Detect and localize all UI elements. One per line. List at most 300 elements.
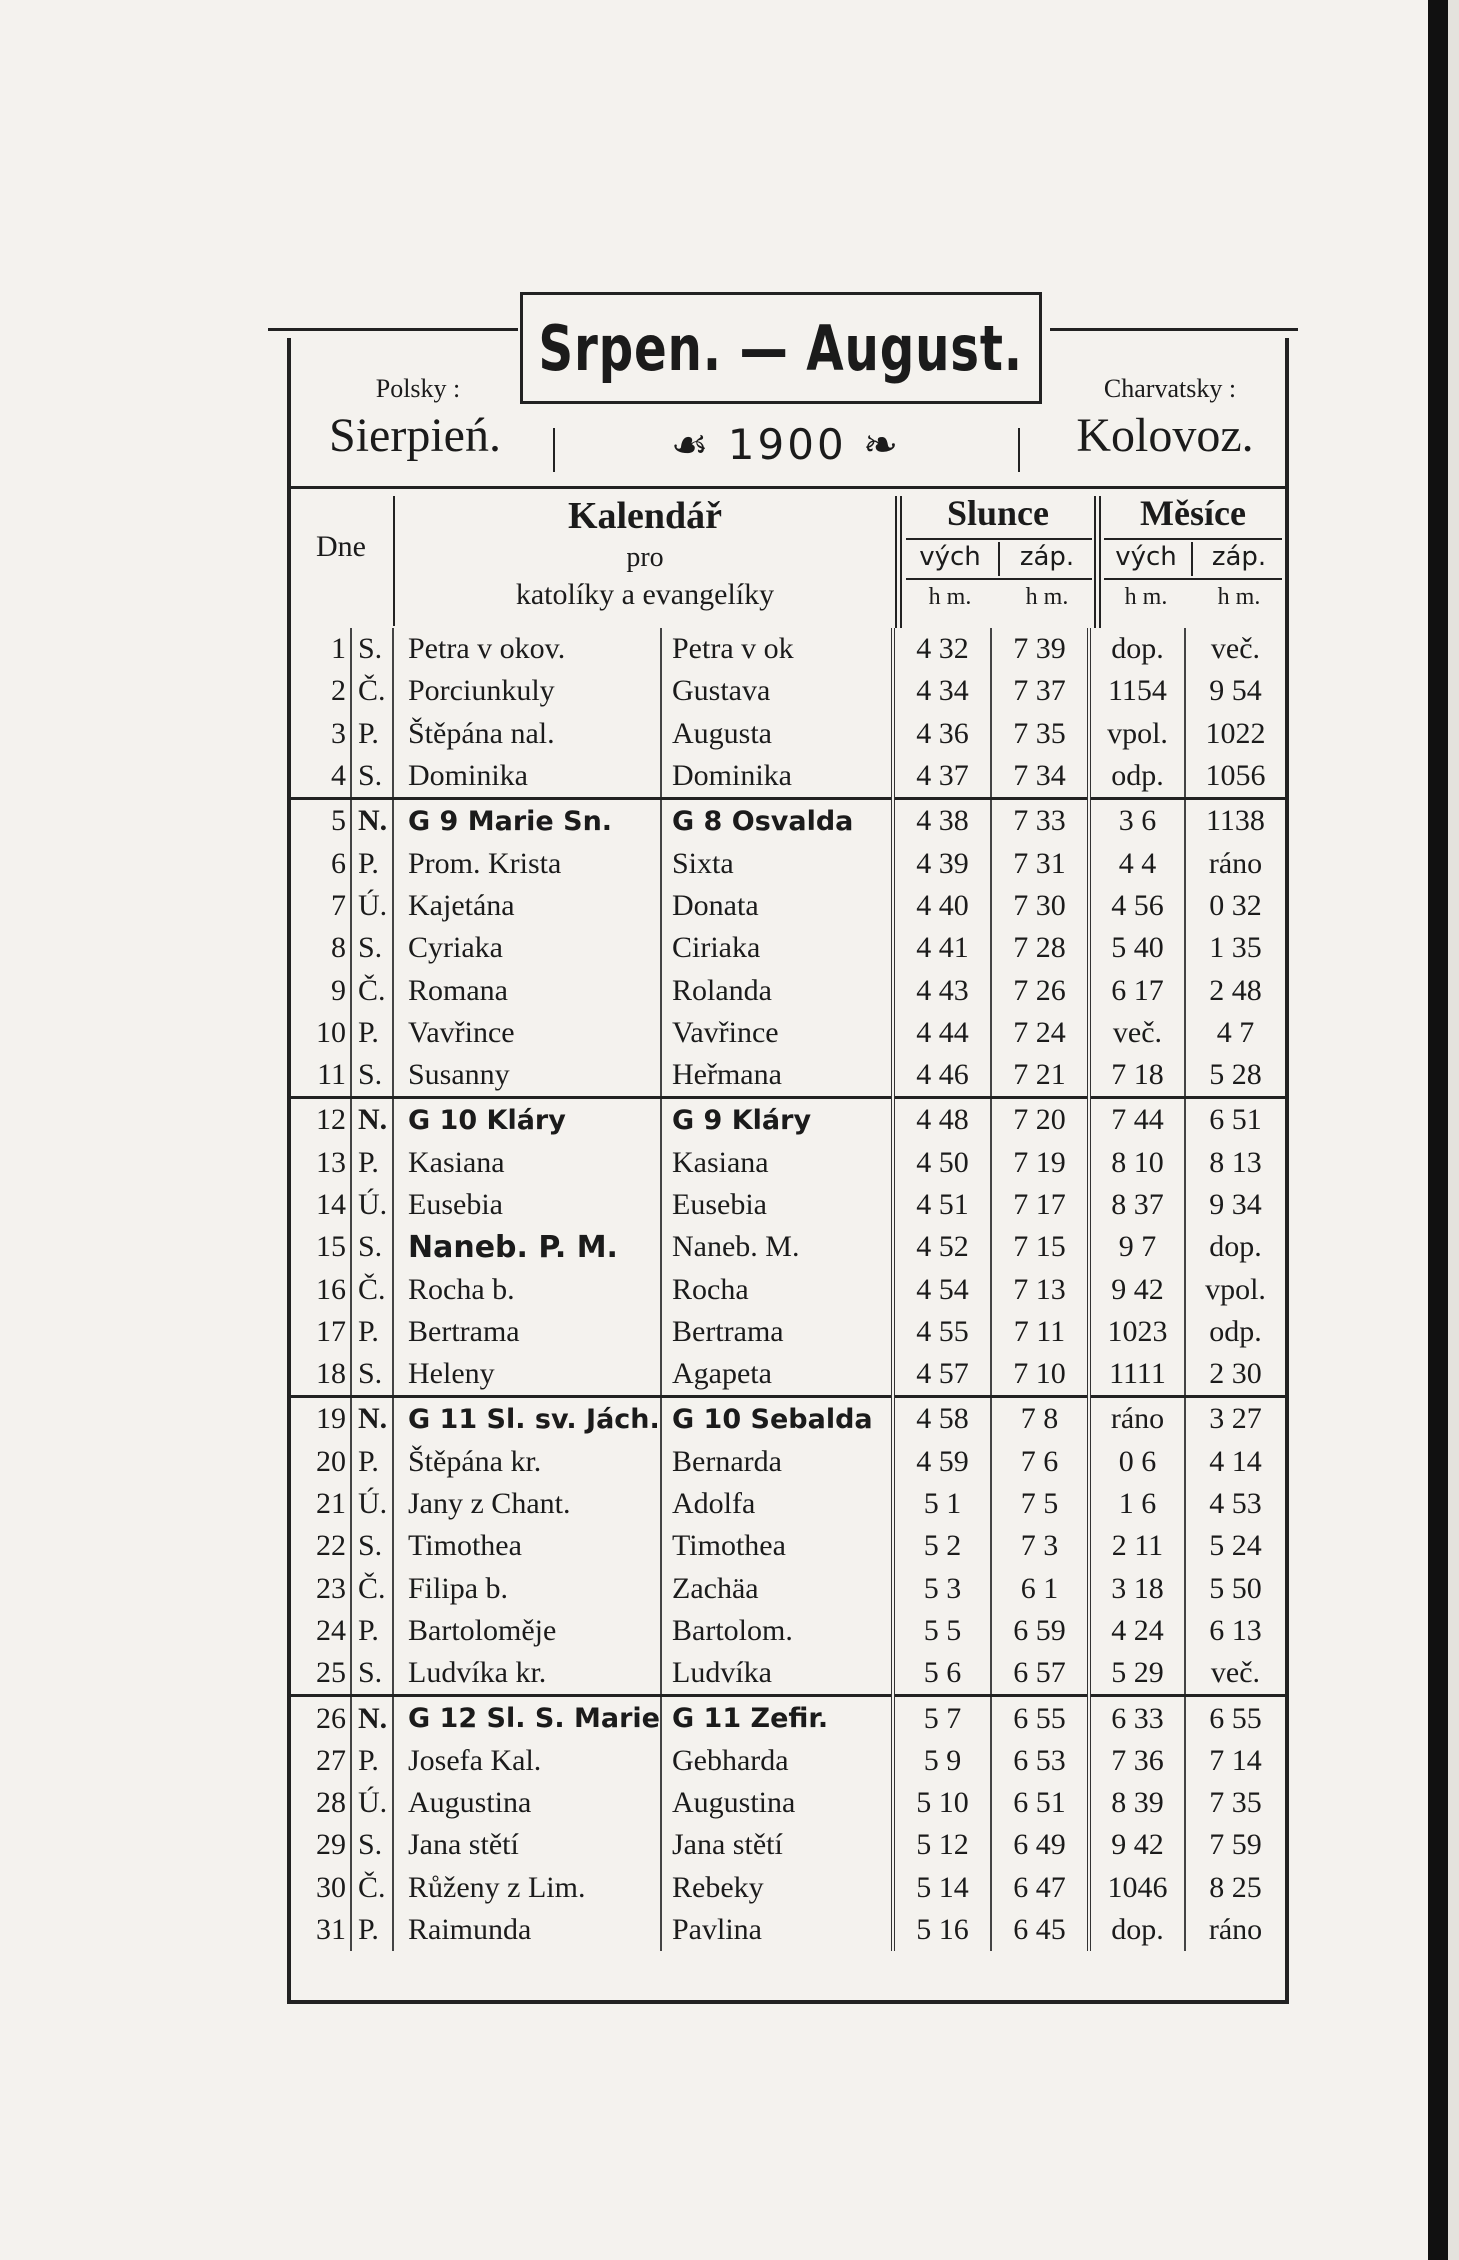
moonrise-cell: 1154 — [1089, 670, 1185, 712]
catholic-name-cell: Štěpána nal. — [393, 713, 661, 755]
sunrise-cell: 5 1 — [893, 1483, 991, 1525]
sunset-cell: 6 55 — [991, 1696, 1089, 1740]
catholic-name-cell: Vavřince — [393, 1012, 661, 1054]
moonrise-cell: ráno — [1089, 1397, 1185, 1441]
table-row — [291, 927, 1285, 969]
table-row — [291, 755, 1285, 799]
moonset-cell: 0 32 — [1185, 885, 1285, 927]
weekday-cell: S. — [358, 1656, 383, 1690]
catholic-name-cell: Augustina — [393, 1782, 661, 1824]
moonset-cell: 9 34 — [1185, 1184, 1285, 1226]
moonrise-cell: 4 56 — [1089, 885, 1185, 927]
sunrise-cell: 4 41 — [893, 927, 991, 969]
croatian-month: Kolovoz. — [1076, 409, 1254, 462]
table-row — [291, 799, 1285, 843]
sunset-cell: 7 19 — [991, 1142, 1089, 1184]
moonset-cell: 5 24 — [1185, 1525, 1285, 1567]
sunrise-cell: 4 46 — [893, 1054, 991, 1098]
evangelical-name-cell: G 10 Sebalda — [661, 1397, 893, 1441]
evangelical-name-cell: Timothea — [661, 1525, 893, 1567]
month-title-box — [520, 292, 1042, 404]
weekday-cell: Č. — [358, 973, 386, 1007]
sunrise-cell: 4 40 — [893, 885, 991, 927]
moonrise-cell: 1046 — [1089, 1867, 1185, 1909]
moonrise-cell: 1111 — [1089, 1353, 1185, 1397]
sunset-cell: 7 31 — [991, 842, 1089, 884]
day-number-cell: 18 — [291, 1353, 351, 1397]
catholic-name-cell: Filipa b. — [393, 1568, 661, 1610]
moonset-cell: odp. — [1185, 1311, 1285, 1353]
weekday-cell: P. — [358, 1444, 379, 1478]
sunset-cell: 6 1 — [991, 1568, 1089, 1610]
evangelical-name-cell: G 9 Kláry — [661, 1098, 893, 1142]
col-moon-header: Měsíce — [1140, 493, 1246, 533]
moonset-cell: 5 28 — [1185, 1054, 1285, 1098]
sunrise-cell: 4 34 — [893, 670, 991, 712]
polish-month: Sierpień. — [329, 409, 501, 462]
moonrise-cell: 2 11 — [1089, 1525, 1185, 1567]
moonrise-cell: 9 42 — [1089, 1824, 1185, 1866]
weekday-cell: S. — [358, 1529, 383, 1563]
moonset-cell: 1022 — [1185, 713, 1285, 755]
weekday-cell: S. — [358, 1828, 383, 1862]
catholic-name-cell: Kajetána — [393, 885, 661, 927]
catholic-name-cell: Susanny — [393, 1054, 661, 1098]
moonset-cell: 8 13 — [1185, 1142, 1285, 1184]
sunset-cell: 7 13 — [991, 1268, 1089, 1310]
sunset-cell: 7 35 — [991, 713, 1089, 755]
year-bar-right — [1018, 428, 1020, 472]
weekday-cell: Ú. — [358, 888, 388, 922]
moonset-cell: 4 53 — [1185, 1483, 1285, 1525]
sunset-cell: 6 51 — [991, 1782, 1089, 1824]
moonrise-cell: več. — [1089, 1012, 1185, 1054]
evangelical-name-cell: Petra v ok — [661, 628, 893, 670]
weekday-cell: Č. — [358, 1571, 386, 1605]
catholic-name-cell: Bartoloměje — [393, 1610, 661, 1652]
sunset-cell: 6 59 — [991, 1610, 1089, 1652]
catholic-name-cell: Kasiana — [393, 1142, 661, 1184]
day-number-cell: 8 — [291, 927, 351, 969]
sunrise-cell: 4 50 — [893, 1142, 991, 1184]
evangelical-name-cell: G 8 Osvalda — [661, 799, 893, 843]
sunrise-cell: 4 52 — [893, 1226, 991, 1268]
weekday-cell: N. — [351, 1696, 393, 1740]
day-number-cell: 3 — [291, 713, 351, 755]
table-row — [291, 1568, 1285, 1610]
day-number-cell: 14 — [291, 1184, 351, 1226]
sunrise-cell: 5 10 — [893, 1782, 991, 1824]
day-number-cell: 22 — [291, 1525, 351, 1567]
moonrise-cell: 5 29 — [1089, 1652, 1185, 1696]
weekday-cell: S. — [358, 1230, 383, 1264]
moonrise-cell: 9 7 — [1089, 1226, 1185, 1268]
day-number-cell: 30 — [291, 1867, 351, 1909]
day-number-cell: 25 — [291, 1652, 351, 1696]
day-number-cell: 28 — [291, 1782, 351, 1824]
sunset-cell: 7 5 — [991, 1483, 1089, 1525]
col-rule — [906, 578, 1092, 580]
sunrise-cell: 4 55 — [893, 1311, 991, 1353]
moonrise-cell: vpol. — [1089, 713, 1185, 755]
sunset-cell: 7 33 — [991, 799, 1089, 843]
sunrise-cell: 4 54 — [893, 1268, 991, 1310]
sunset-cell: 6 47 — [991, 1867, 1089, 1909]
moonset-cell: 1 35 — [1185, 927, 1285, 969]
catholic-name-cell: Cyriaka — [393, 927, 661, 969]
moonrise-cell: 5 40 — [1089, 927, 1185, 969]
moonrise-cell: 0 6 — [1089, 1441, 1185, 1483]
evangelical-name-cell: Kasiana — [661, 1142, 893, 1184]
catholic-name-cell: G 11 Sl. sv. Jách. — [393, 1397, 661, 1441]
evangelical-name-cell: Naneb. M. — [661, 1226, 893, 1268]
evangelical-name-cell: Adolfa — [661, 1483, 893, 1525]
moonrise-cell: 8 39 — [1089, 1782, 1185, 1824]
sunset-cell: 7 17 — [991, 1184, 1089, 1226]
evangelical-name-cell: Zachäa — [661, 1568, 893, 1610]
moonset-cell: 3 27 — [1185, 1397, 1285, 1441]
day-number-cell: 31 — [291, 1909, 351, 1951]
sunrise-cell: 5 6 — [893, 1652, 991, 1696]
catholic-name-cell: Petra v okov. — [393, 628, 661, 670]
sunrise-cell: 4 59 — [893, 1441, 991, 1483]
weekday-cell: Č. — [358, 1870, 386, 1904]
day-number-cell: 24 — [291, 1610, 351, 1652]
moonset-cell: vpol. — [1185, 1268, 1285, 1310]
catholic-name-cell: Raimunda — [393, 1909, 661, 1951]
evangelical-name-cell: Bartolom. — [661, 1610, 893, 1652]
sunrise-cell: 4 51 — [893, 1184, 991, 1226]
catholic-name-cell: Naneb. P. M. — [393, 1226, 661, 1268]
day-number-cell: 29 — [291, 1824, 351, 1866]
weekday-cell: P. — [358, 1314, 379, 1348]
evangelical-name-cell: Augusta — [661, 713, 893, 755]
col-sun-header: Slunce — [946, 493, 1050, 533]
weekday-cell: P. — [358, 1743, 379, 1777]
col-sun-rise-units: h m. — [928, 584, 972, 610]
weekday-cell: P. — [358, 1913, 379, 1947]
day-number-cell: 17 — [291, 1311, 351, 1353]
sunset-cell: 7 28 — [991, 927, 1089, 969]
sunrise-cell: 4 38 — [893, 799, 991, 843]
sunset-cell: 7 34 — [991, 755, 1089, 799]
sunrise-cell: 4 39 — [893, 842, 991, 884]
table-row — [291, 1525, 1285, 1567]
table-row — [291, 1184, 1285, 1226]
table-row — [291, 1397, 1285, 1441]
table-row — [291, 885, 1285, 927]
day-number-cell: 21 — [291, 1483, 351, 1525]
col-moon-set: záp. — [1211, 542, 1267, 572]
catholic-name-cell: Eusebia — [393, 1184, 661, 1226]
evangelical-name-cell: Augustina — [661, 1782, 893, 1824]
evangelical-name-cell: Vavřince — [661, 1012, 893, 1054]
sunset-cell: 7 21 — [991, 1054, 1089, 1098]
sunset-cell: 6 57 — [991, 1652, 1089, 1696]
moonset-cell: 6 51 — [1185, 1098, 1285, 1142]
catholic-name-cell: Jana stětí — [393, 1824, 661, 1866]
sunset-cell: 7 37 — [991, 670, 1089, 712]
sunrise-cell: 4 37 — [893, 755, 991, 799]
moonrise-cell: 7 36 — [1089, 1740, 1185, 1782]
moonrise-cell: 1 6 — [1089, 1483, 1185, 1525]
sunset-cell: 7 15 — [991, 1226, 1089, 1268]
day-number-cell: 27 — [291, 1740, 351, 1782]
moonset-cell: 1138 — [1185, 799, 1285, 843]
catholic-name-cell: Josefa Kal. — [393, 1740, 661, 1782]
table-row — [291, 1483, 1285, 1525]
col-rule — [1104, 538, 1282, 540]
sunset-cell: 6 53 — [991, 1740, 1089, 1782]
day-number-cell: 2 — [291, 670, 351, 712]
moonrise-cell: 4 4 — [1089, 842, 1185, 884]
catholic-name-cell: G 9 Marie Sn. — [393, 799, 661, 843]
col-day-header: Dne — [316, 530, 366, 563]
evangelical-name-cell: Gebharda — [661, 1740, 893, 1782]
table-row — [291, 1610, 1285, 1652]
weekday-cell: S. — [358, 632, 383, 666]
calendar-table — [291, 628, 1285, 1951]
evangelical-name-cell: Pavlina — [661, 1909, 893, 1951]
top-rule-right — [1050, 328, 1298, 331]
moonset-cell: 2 30 — [1185, 1353, 1285, 1397]
weekday-cell: Ú. — [358, 1188, 388, 1221]
sunrise-cell: 4 48 — [893, 1098, 991, 1142]
evangelical-name-cell: Gustava — [661, 670, 893, 712]
catholic-name-cell: G 10 Kláry — [393, 1098, 661, 1142]
col-calendar-pro: pro — [626, 542, 664, 573]
weekday-cell: S. — [358, 1058, 383, 1092]
table-row — [291, 1098, 1285, 1142]
sunrise-cell: 5 7 — [893, 1696, 991, 1740]
sunrise-cell: 4 36 — [893, 713, 991, 755]
moonset-cell: 4 7 — [1185, 1012, 1285, 1054]
moonset-cell: ráno — [1185, 1909, 1285, 1951]
col-sun-rise: vých — [919, 542, 981, 572]
weekday-cell: S. — [358, 1357, 383, 1391]
catholic-name-cell: Ludvíka kr. — [393, 1652, 661, 1696]
moonset-cell: 1056 — [1185, 755, 1285, 799]
catholic-name-cell: Jany z Chant. — [393, 1483, 661, 1525]
polish-label: Polsky : — [375, 374, 461, 403]
evangelical-name-cell: Bernarda — [661, 1441, 893, 1483]
table-row — [291, 842, 1285, 884]
sunset-cell: 7 8 — [991, 1397, 1089, 1441]
col-moon-rise: vých — [1115, 542, 1177, 572]
table-row — [291, 1909, 1285, 1951]
sunrise-cell: 5 3 — [893, 1568, 991, 1610]
evangelical-name-cell: Agapeta — [661, 1353, 893, 1397]
evangelical-name-cell: Eusebia — [661, 1184, 893, 1226]
table-row — [291, 1311, 1285, 1353]
catholic-name-cell: Heleny — [393, 1353, 661, 1397]
catholic-name-cell: Bertrama — [393, 1311, 661, 1353]
moonset-cell: ráno — [1185, 842, 1285, 884]
day-number-cell: 26 — [291, 1696, 351, 1740]
sunrise-cell: 5 5 — [893, 1610, 991, 1652]
evangelical-name-cell: Bertrama — [661, 1311, 893, 1353]
col-rule — [1104, 578, 1282, 580]
table-row — [291, 1652, 1285, 1696]
day-number-cell: 11 — [291, 1054, 351, 1098]
sunrise-cell: 5 9 — [893, 1740, 991, 1782]
catholic-name-cell: G 12 Sl. S. Marie — [393, 1696, 661, 1740]
moonrise-cell: 3 6 — [1089, 799, 1185, 843]
weekday-cell: P. — [358, 1015, 379, 1049]
moonrise-cell: 4 24 — [1089, 1610, 1185, 1652]
moonrise-cell: 7 18 — [1089, 1054, 1185, 1098]
evangelical-name-cell: Dominika — [661, 755, 893, 799]
moonset-cell: 6 55 — [1185, 1696, 1285, 1740]
day-number-cell: 13 — [291, 1142, 351, 1184]
catholic-name-cell: Romana — [393, 969, 661, 1011]
table-row — [291, 1696, 1285, 1740]
moonset-cell: 2 48 — [1185, 969, 1285, 1011]
table-row — [291, 969, 1285, 1011]
evangelical-name-cell: Ciriaka — [661, 927, 893, 969]
sunrise-cell: 4 32 — [893, 628, 991, 670]
year-label: ☙ 1900 ❧ — [670, 420, 902, 469]
weekday-cell: S. — [358, 931, 383, 965]
table-row — [291, 713, 1285, 755]
catholic-name-cell: Rocha b. — [393, 1268, 661, 1310]
col-calendar-title: Kalendář — [567, 495, 723, 537]
day-number-cell: 6 — [291, 842, 351, 884]
moonrise-cell: 8 10 — [1089, 1142, 1185, 1184]
weekday-cell: Ú. — [358, 1487, 388, 1521]
table-row — [291, 1226, 1285, 1268]
moonset-cell: 5 50 — [1185, 1568, 1285, 1610]
moonset-cell: 7 14 — [1185, 1740, 1285, 1782]
sunrise-cell: 4 57 — [893, 1353, 991, 1397]
table-row — [291, 1782, 1285, 1824]
moonrise-cell: 6 33 — [1089, 1696, 1185, 1740]
table-row — [291, 1142, 1285, 1184]
moonrise-cell: 3 18 — [1089, 1568, 1185, 1610]
catholic-name-cell: Štěpána kr. — [393, 1441, 661, 1483]
moonset-cell: več. — [1185, 628, 1285, 670]
moonset-cell: 7 59 — [1185, 1824, 1285, 1866]
day-number-cell: 16 — [291, 1268, 351, 1310]
day-number-cell: 1 — [291, 628, 351, 670]
evangelical-name-cell: Rebeky — [661, 1867, 893, 1909]
moonrise-cell: dop. — [1089, 628, 1185, 670]
sunset-cell: 6 45 — [991, 1909, 1089, 1951]
moonrise-cell: 9 42 — [1089, 1268, 1185, 1310]
day-number-cell: 10 — [291, 1012, 351, 1054]
table-row — [291, 1268, 1285, 1310]
moonrise-cell: 8 37 — [1089, 1184, 1185, 1226]
day-number-cell: 4 — [291, 755, 351, 799]
weekday-cell: P. — [358, 1613, 379, 1647]
evangelical-name-cell: Rolanda — [661, 969, 893, 1011]
sunset-cell: 7 10 — [991, 1353, 1089, 1397]
day-number-cell: 9 — [291, 969, 351, 1011]
sunrise-cell: 5 12 — [893, 1824, 991, 1866]
day-number-cell: 19 — [291, 1397, 351, 1441]
moonrise-cell: 6 17 — [1089, 969, 1185, 1011]
weekday-cell: P. — [358, 716, 379, 750]
evangelical-name-cell: Sixta — [661, 842, 893, 884]
moonset-cell: 9 54 — [1185, 670, 1285, 712]
table-row — [291, 628, 1285, 670]
moonset-cell: dop. — [1185, 1226, 1285, 1268]
moonset-cell: več. — [1185, 1652, 1285, 1696]
sunset-cell: 7 20 — [991, 1098, 1089, 1142]
weekday-cell: N. — [351, 1098, 393, 1142]
weekday-cell: Ú. — [358, 1786, 388, 1820]
table-row — [291, 1054, 1285, 1098]
moonset-cell: 6 13 — [1185, 1610, 1285, 1652]
weekday-cell: N. — [351, 799, 393, 843]
day-number-cell: 15 — [291, 1226, 351, 1268]
day-number-cell: 7 — [291, 885, 351, 927]
col-sun-set-units: h m. — [1025, 584, 1069, 610]
weekday-cell: N. — [351, 1397, 393, 1441]
moonrise-cell: dop. — [1089, 1909, 1185, 1951]
evangelical-name-cell: Rocha — [661, 1268, 893, 1310]
header-rule — [291, 486, 1285, 489]
evangelical-name-cell: Heřmana — [661, 1054, 893, 1098]
table-row — [291, 1824, 1285, 1866]
col-calendar-sub: katolíky a evangelíky — [515, 578, 775, 611]
sunset-cell: 7 26 — [991, 969, 1089, 1011]
weekday-cell: S. — [358, 759, 383, 793]
table-row — [291, 1353, 1285, 1397]
col-divider — [895, 496, 897, 628]
weekday-cell: Č. — [358, 674, 386, 708]
sunrise-cell: 4 44 — [893, 1012, 991, 1054]
sunrise-cell: 4 43 — [893, 969, 991, 1011]
year-bar-left — [553, 428, 555, 472]
sunrise-cell: 5 2 — [893, 1525, 991, 1567]
moonrise-cell: odp. — [1089, 755, 1185, 799]
sunset-cell: 7 24 — [991, 1012, 1089, 1054]
top-rule-left — [268, 328, 518, 331]
weekday-cell: P. — [358, 846, 379, 880]
month-title: Srpen. — August. — [538, 311, 1024, 385]
evangelical-name-cell: G 11 Zefir. — [661, 1696, 893, 1740]
day-number-cell: 23 — [291, 1568, 351, 1610]
col-divider — [1094, 496, 1096, 628]
table-row — [291, 1740, 1285, 1782]
day-number-cell: 5 — [291, 799, 351, 843]
sunrise-cell: 4 58 — [893, 1397, 991, 1441]
weekday-cell: Č. — [358, 1272, 386, 1306]
col-moon-rise-units: h m. — [1124, 584, 1168, 610]
sunrise-cell: 5 14 — [893, 1867, 991, 1909]
catholic-name-cell: Růženy z Lim. — [393, 1867, 661, 1909]
catholic-name-cell: Dominika — [393, 755, 661, 799]
sunset-cell: 7 30 — [991, 885, 1089, 927]
sunset-cell: 7 3 — [991, 1525, 1089, 1567]
table-row — [291, 670, 1285, 712]
croatian-label: Charvatsky : — [1103, 374, 1237, 403]
sunset-cell: 6 49 — [991, 1824, 1089, 1866]
catholic-name-cell: Timothea — [393, 1525, 661, 1567]
table-row — [291, 1441, 1285, 1483]
moonrise-cell: 1023 — [1089, 1311, 1185, 1353]
sunset-cell: 7 11 — [991, 1311, 1089, 1353]
moonrise-cell: 7 44 — [1089, 1098, 1185, 1142]
calendar-rows — [291, 628, 1285, 1951]
table-row — [291, 1867, 1285, 1909]
day-number-cell: 20 — [291, 1441, 351, 1483]
moonset-cell: 7 35 — [1185, 1782, 1285, 1824]
scan-edge — [1428, 0, 1448, 2260]
col-moon-set-units: h m. — [1217, 584, 1261, 610]
scan-margin — [1448, 0, 1459, 2260]
